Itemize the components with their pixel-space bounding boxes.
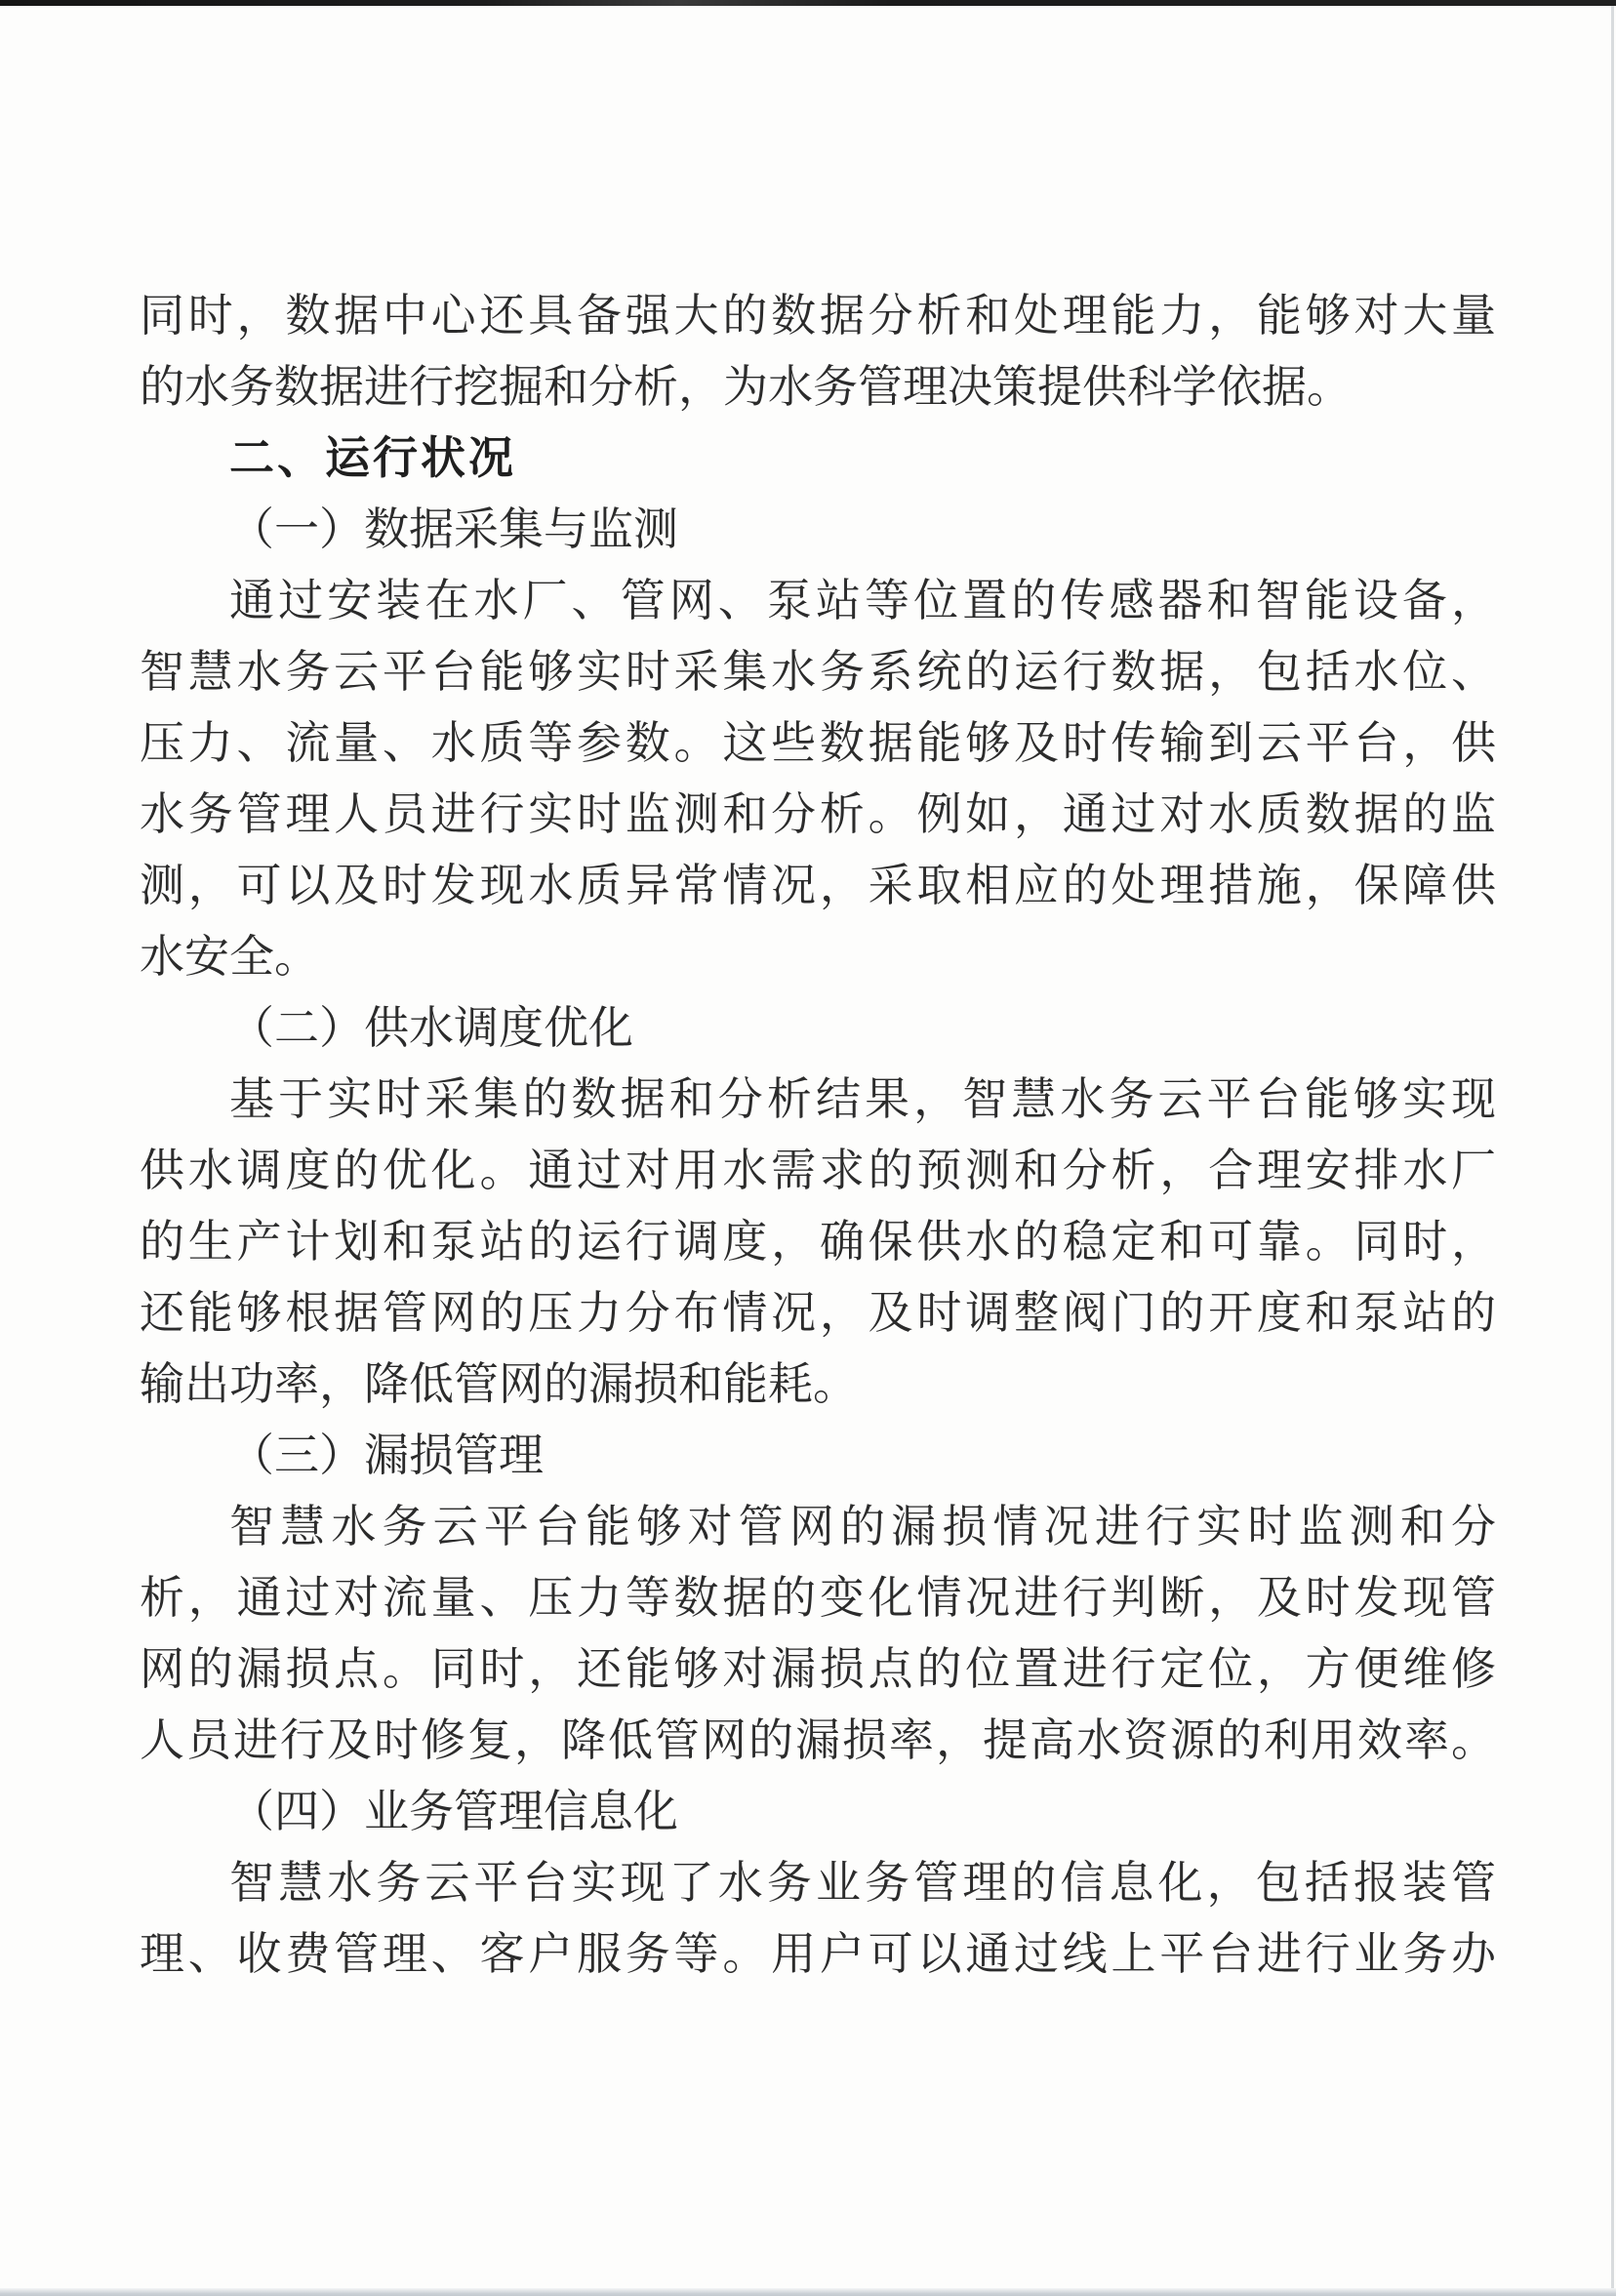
- scan-right-edge: [1611, 6, 1614, 2288]
- paragraph-line: 测，可以及时发现水质异常情况，采取相应的处理措施，保障供: [140, 861, 1496, 910]
- paragraph-line: 的水务数据进行挖掘和分析，为水务管理决策提供科学依据。: [140, 362, 1352, 412]
- paragraph-line: 智慧水务云平台能够对管网的漏损情况进行实时监测和分: [229, 1502, 1496, 1551]
- paragraph-line: 基于实时采集的数据和分析结果，智慧水务云平台能够实现: [229, 1074, 1496, 1124]
- subsection-heading-2: （二）供水调度优化: [229, 1003, 633, 1053]
- scan-top-edge: [0, 0, 1616, 6]
- paragraph-line: 智慧水务云平台能够实时采集水务系统的运行数据，包括水位、: [140, 647, 1496, 697]
- paragraph-line: 同时，数据中心还具备强大的数据分析和处理能力，能够对大量: [140, 291, 1496, 341]
- paragraph-line: 输出功率，降低管网的漏损和能耗。: [140, 1359, 858, 1409]
- subsection-heading-1: （一）数据采集与监测: [229, 504, 678, 554]
- paragraph-line: 智慧水务云平台实现了水务业务管理的信息化，包括报装管: [229, 1858, 1496, 1908]
- section-heading: 二、运行状况: [229, 432, 516, 483]
- paragraph-line: 水务管理人员进行实时监测和分析。例如，通过对水质数据的监: [140, 789, 1496, 839]
- scan-bottom-edge: [0, 2288, 1616, 2296]
- paragraph-line: 水安全。: [140, 932, 319, 982]
- paragraph-line: 的生产计划和泵站的运行调度，确保供水的稳定和可靠。同时，: [140, 1217, 1496, 1267]
- document-body: [140, 280, 1496, 1990]
- subsection-heading-4: （四）业务管理信息化: [229, 1787, 678, 1836]
- paragraph-line: 理、收费管理、客户服务等。用户可以通过线上平台进行业务办: [140, 1929, 1496, 1979]
- paragraph-line: 通过安装在水厂、管网、泵站等位置的传感器和智能设备，: [229, 576, 1496, 625]
- paragraph-line: 供水调度的优化。通过对用水需求的预测和分析，合理安排水厂: [140, 1146, 1496, 1195]
- subsection-heading-3: （三）漏损管理: [229, 1430, 544, 1480]
- paragraph-line: 压力、流量、水质等参数。这些数据能够及时传输到云平台，供: [140, 718, 1496, 768]
- paragraph-line: 还能够根据管网的压力分布情况，及时调整阀门的开度和泵站的: [140, 1288, 1496, 1338]
- paragraph-line: 网的漏损点。同时，还能够对漏损点的位置进行定位，方便维修: [140, 1644, 1496, 1694]
- paragraph-line: 析，通过对流量、压力等数据的变化情况进行判断，及时发现管: [140, 1573, 1496, 1623]
- paragraph-line: 人员进行及时修复，降低管网的漏损率，提高水资源的利用效率。: [140, 1715, 1496, 1765]
